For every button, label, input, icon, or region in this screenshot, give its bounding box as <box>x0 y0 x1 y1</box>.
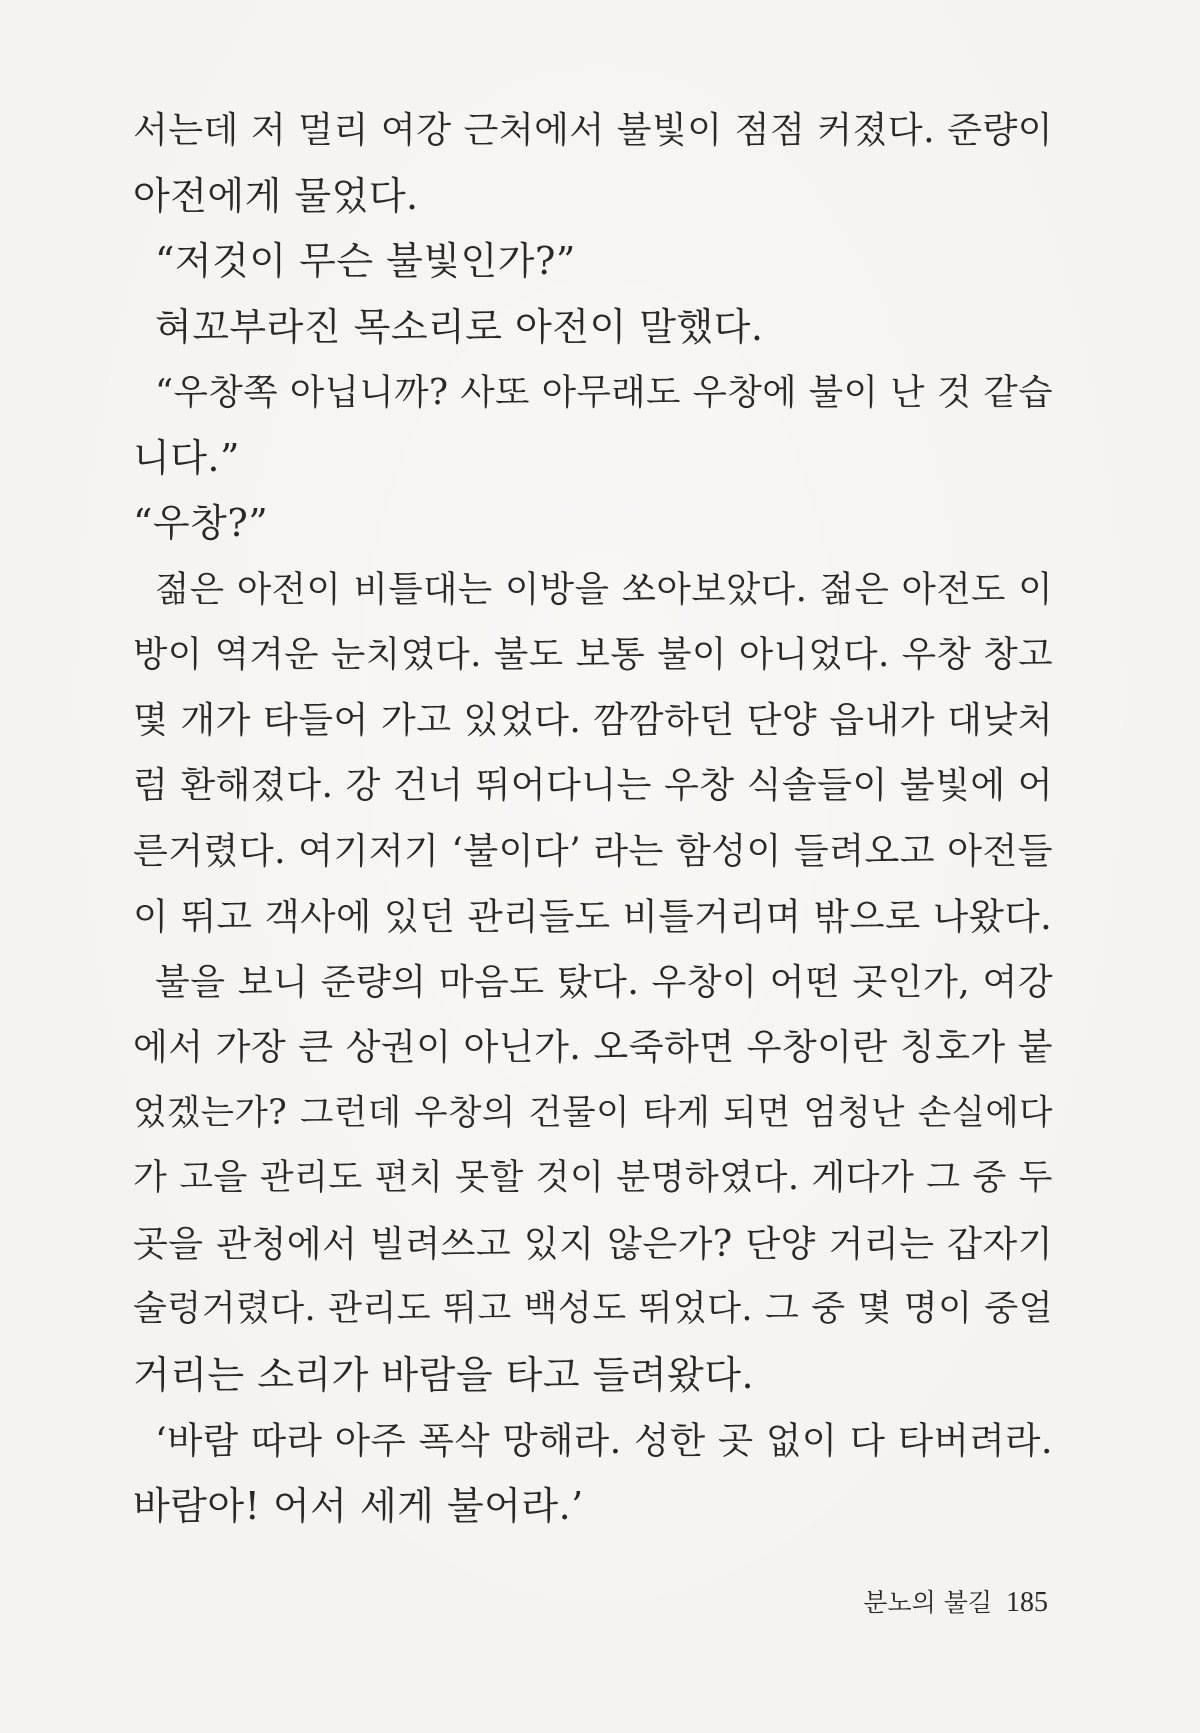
text-line: 에서 가장 큰 상권이 아닌가. 오죽하면 우창이란 칭호가 붙 <box>133 1027 1053 1068</box>
text-line: 술렁거렸다. 관리도 뛰고 백성도 뛰었다. 그 중 몇 명이 중얼 <box>133 1289 1053 1329</box>
text-line: 몇 개가 타들어 가고 있었다. 깜깜하던 단양 읍내가 대낮처 <box>133 699 1053 741</box>
text-line: 곳을 관청에서 빌려쓰고 있지 않은가? 단양 거리는 갑자기 <box>133 1223 1053 1265</box>
text-line: 었겠는가? 그런데 우창의 건물이 타게 되면 엄청난 손실에다 <box>133 1092 1053 1133</box>
text-line: “우창?” <box>133 501 269 545</box>
text-line: 가 고을 관리도 편치 못할 것이 분명하였다. 게다가 그 중 두 <box>133 1158 1053 1198</box>
text-line: ‘바람 따라 아주 폭삭 망해라. 성한 곳 없이 다 타버려라. <box>155 1419 1053 1462</box>
text-line: “우창쪽 아닙니까? 사또 아무래도 우창에 불이 난 것 같습 <box>155 372 1053 413</box>
text-line: 이 뛰고 객사에 있던 관리들도 비틀거리며 밖으로 나왔다. <box>133 895 1053 938</box>
text-line: 럼 환해졌다. 강 건너 뛰어다니는 우창 식솔들이 불빛에 어 <box>133 765 1053 806</box>
text-line: 니다.” <box>133 435 240 480</box>
text-line: 른거렸다. 여기저기 ‘불이다’ 라는 함성이 들려오고 아전들 <box>133 830 1053 872</box>
text-line: 젊은 아전이 비틀대는 이방을 쏘아보았다. 젊은 아전도 이 <box>155 568 1053 610</box>
chapter-title: 분노의 불길 <box>863 1588 992 1617</box>
text-line: 혀꼬부라진 목소리로 아전이 말했다. <box>155 304 764 349</box>
page-body-text <box>133 98 1053 1539</box>
text-line: 서는데 저 멀리 여강 근처에서 불빛이 점점 커졌다. 준량이 <box>133 110 1053 151</box>
page-number: 185 <box>1006 1587 1048 1618</box>
running-footer <box>863 1583 1048 1619</box>
text-line: “저것이 무슨 불빛인가?” <box>155 239 576 283</box>
text-line: 바람아! 어서 세게 불어라.’ <box>133 1483 584 1528</box>
text-line: 불을 보니 준량의 마음도 탔다. 우창이 어떤 곳인가, 여강 <box>155 961 1053 1003</box>
text-line: 아전에게 물었다. <box>133 173 419 218</box>
text-line: 방이 역겨운 눈치였다. 불도 보통 불이 아니었다. 우창 창고 <box>133 634 1053 675</box>
text-line: 거리는 소리가 바람을 타고 들려왔다. <box>133 1352 755 1397</box>
